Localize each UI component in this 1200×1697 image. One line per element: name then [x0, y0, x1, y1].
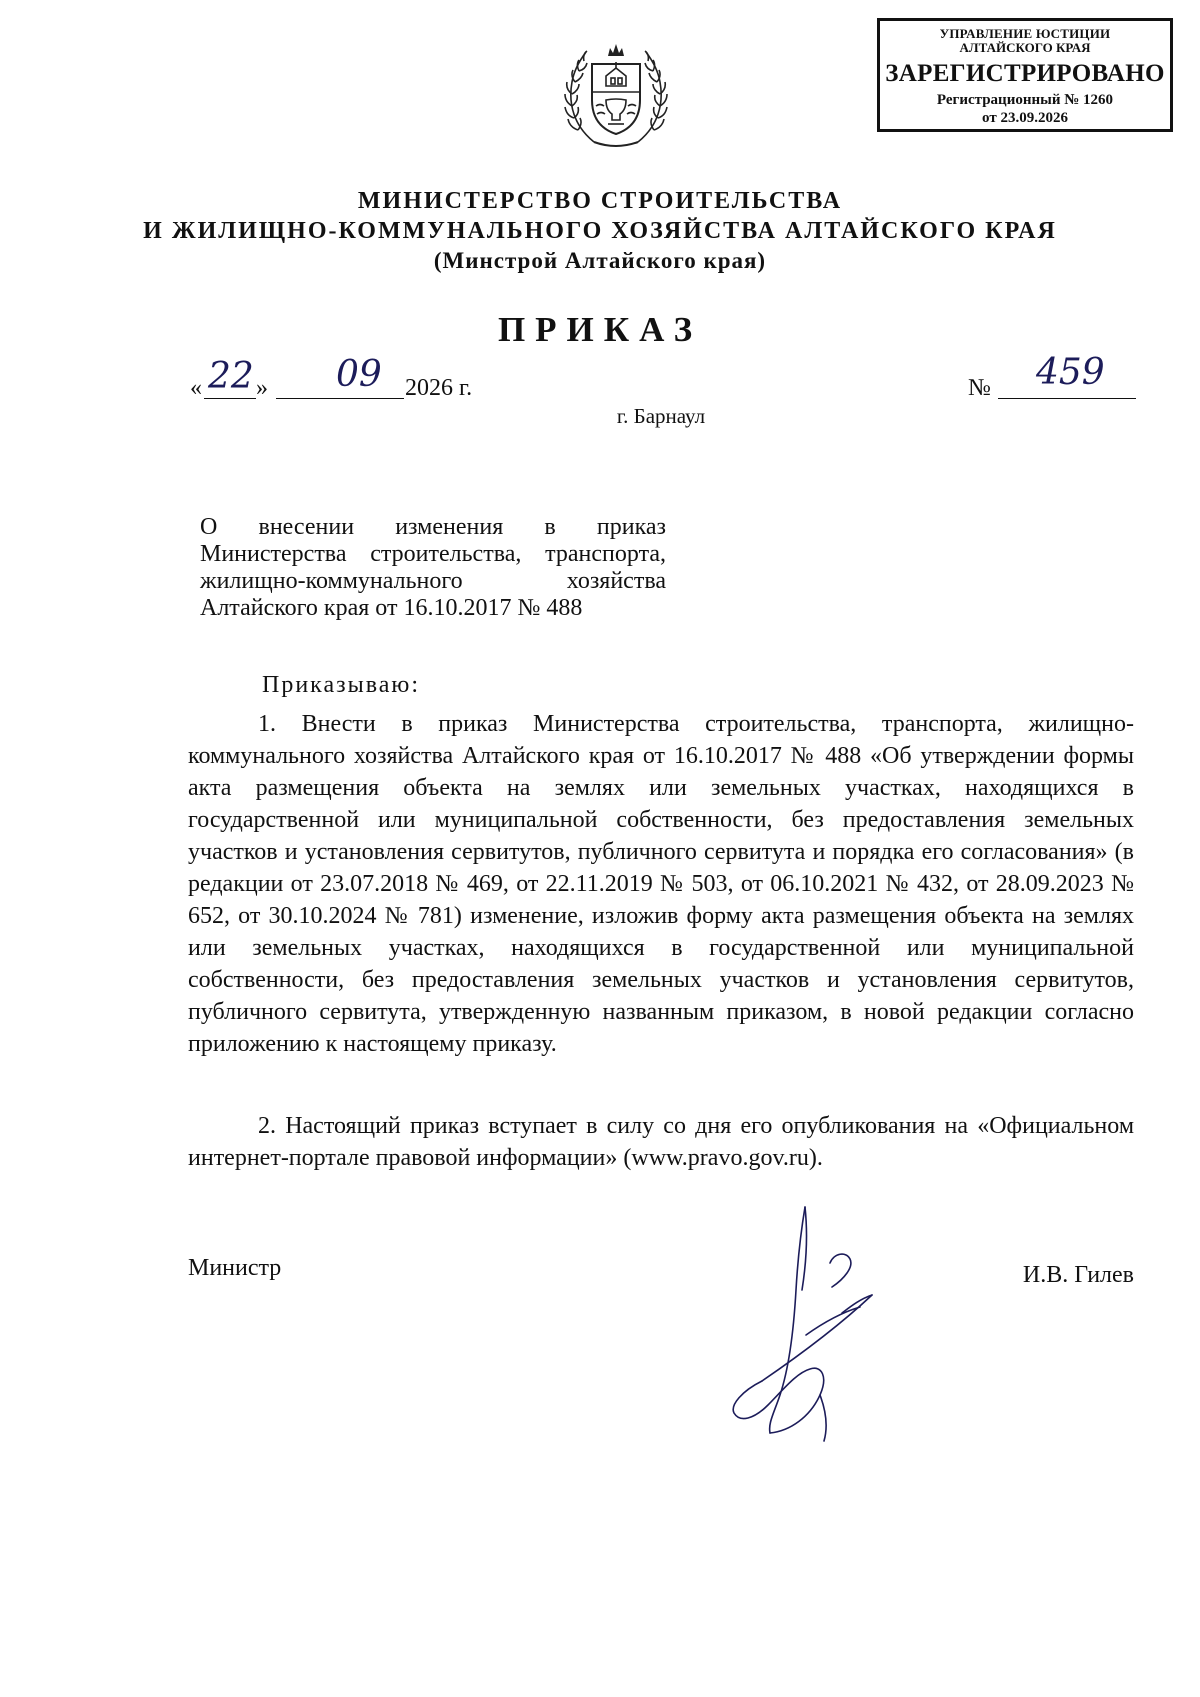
coat-of-arms-icon — [564, 34, 668, 152]
stamp-reg-number: Регистрационный № 1260 — [936, 92, 1114, 108]
date-day-handwritten: 22 — [208, 356, 254, 397]
date-close-quote: » — [256, 375, 268, 401]
signer-name: И.В. Гилев — [1022, 1262, 1134, 1288]
number-sign: № — [968, 375, 991, 401]
date-month-handwritten: 09 — [336, 354, 382, 395]
number-blank-line — [998, 398, 1136, 399]
stamp-status: ЗАРЕГИСТРИРОВАНО — [885, 60, 1165, 87]
month-blank-line — [276, 398, 404, 399]
ministry-name-line2: И ЖИЛИЩНО-КОММУНАЛЬНОГО ХОЗЯЙСТВА АЛТАЙСКОГО КРАЯ — [143, 218, 1057, 244]
order-subject: О внесении изменения в приказ Министерства строительства, транспорта, жилищно-коммунального хозяйства Алтайского края от 16.10.2017 № 488 — [200, 514, 666, 621]
document-type-title: ПРИКАЗ — [497, 310, 703, 349]
city-name: г. Барнаул — [616, 404, 706, 428]
registration-stamp — [877, 18, 1173, 132]
order-preamble: Приказываю: — [262, 672, 420, 698]
stamp-authority-line1: УПРАВЛЕНИЕ ЮСТИЦИИ — [939, 26, 1111, 41]
order-paragraph-2: 2. Настоящий приказ вступает в силу со дня его опубликования на «Официальном интернет-портале правовой информации» (www.pravo.gov.ru). — [188, 1113, 1134, 1171]
order-paragraph-1: 1. Внести в приказ Министерства строительства, транспорта, жилищно-коммунального хозяйства Алтайского края от 16.10.2017 № 488 «Об утверждении формы акта размещения объекта на землях или земельных участках, находящихся в государственной или муниципальной собственности, без предоставления земельных участков и установления сервитутов, публичного сервитута и порядка его согласования» (в редакции от 23.07.2018 № 469, от 22.11.2019 № 503, от 06.10.2021 № 432, от 28.09.2023 № 652, от 30.10.2024 № 781) изменение, изложив форму акта размещения объекта на землях или земельных участках, находящихся в государственной или муниципальной собственности, без предоставления земельных участков и установления сервитутов, публичного сервитута, утвержденную названным приказом, в новой редакции согласно приложению к настоящему приказу. — [188, 711, 1134, 1057]
ministry-name-line1: МИНИСТЕРСТВО СТРОИТЕЛЬСТВА — [357, 188, 843, 214]
day-blank-line — [204, 398, 256, 399]
handwritten-signature-icon — [710, 1195, 910, 1445]
stamp-authority-line2: АЛТАЙСКОГО КРАЯ — [959, 40, 1091, 55]
date-year: 2026 г. — [405, 375, 473, 401]
stamp-reg-date: от 23.09.2026 — [982, 110, 1068, 126]
signer-title: Министр — [188, 1255, 282, 1281]
ministry-short-name: (Минстрой Алтайского края) — [433, 248, 767, 273]
order-number-handwritten: 459 — [1036, 352, 1105, 393]
date-open-quote: « — [190, 375, 202, 401]
